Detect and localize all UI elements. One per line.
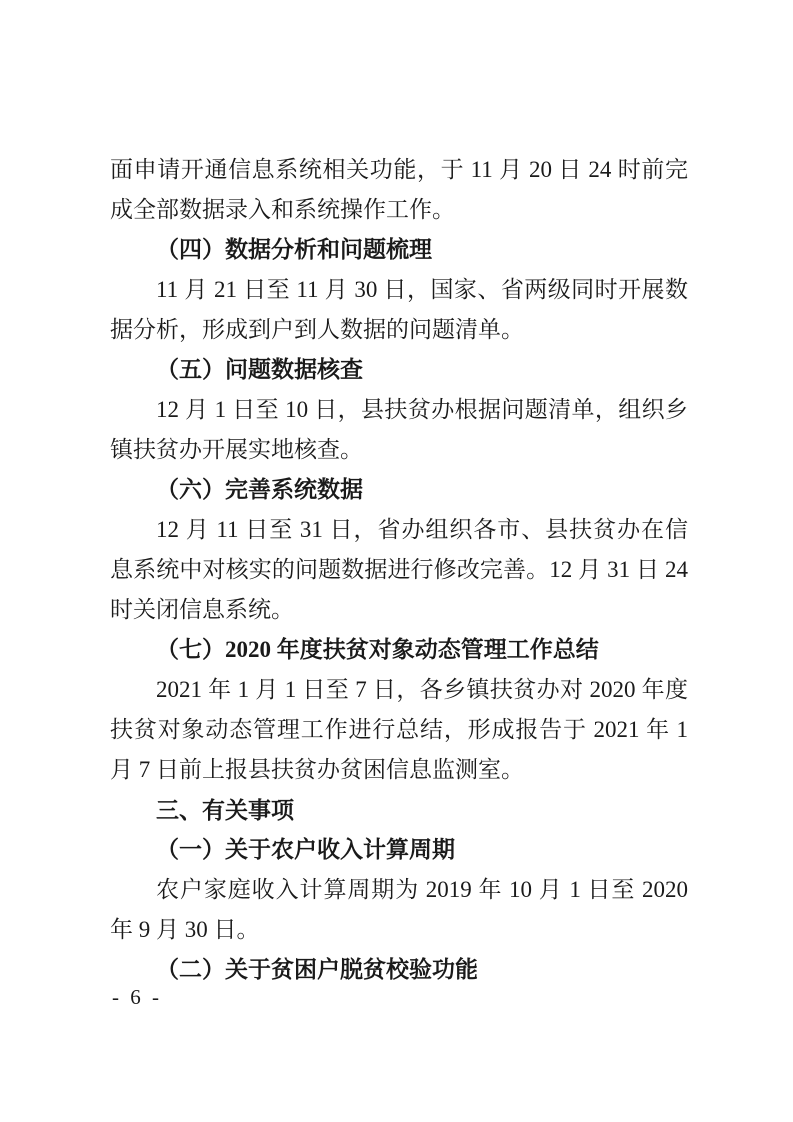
- section-heading-4: （四）数据分析和问题梳理: [156, 237, 432, 262]
- page-number: - 6 -: [112, 985, 162, 1009]
- paragraph: 12 月 1 日至 10 日，县扶贫办根据问题清单，组织乡镇扶贫办开展实地核查。: [110, 397, 688, 462]
- paragraph: 12 月 11 日至 31 日，省办组织各市、县扶贫办在信息系统中对核实的问题数据进行修改完善。12 月 31 日 24 时关闭信息系统。: [110, 517, 688, 622]
- section-heading-6: （六）完善系统数据: [156, 477, 363, 502]
- paragraph: 2021 年 1 月 1 日至 7 日，各乡镇扶贫办对 2020 年度扶贫对象动态管理工作进行总结，形成报告于 2021 年 1 月 7 日前上报县扶贫办贫困信息监测室。: [110, 677, 688, 782]
- document-body: [110, 150, 688, 990]
- paragraph: 面申请开通信息系统相关功能，于 11 月 20 日 24 时前完成全部数据录入和系统操作工作。: [110, 157, 688, 222]
- paragraph: 农户家庭收入计算周期为 2019 年 10 月 1 日至 2020 年 9 月 30 日。: [110, 877, 688, 942]
- subsection-heading-1: （一）关于农户收入计算周期: [156, 837, 455, 862]
- subsection-heading-2: （二）关于贫困户脱贫校验功能: [156, 957, 478, 982]
- section-heading-7: （七）2020 年度扶贫对象动态管理工作总结: [156, 637, 599, 662]
- section-heading-5: （五）问题数据核查: [156, 357, 363, 382]
- chapter-heading-3: 三、有关事项: [156, 797, 294, 823]
- paragraph: 11 月 21 日至 11 月 30 日，国家、省两级同时开展数据分析，形成到户到人数据的问题清单。: [110, 277, 688, 342]
